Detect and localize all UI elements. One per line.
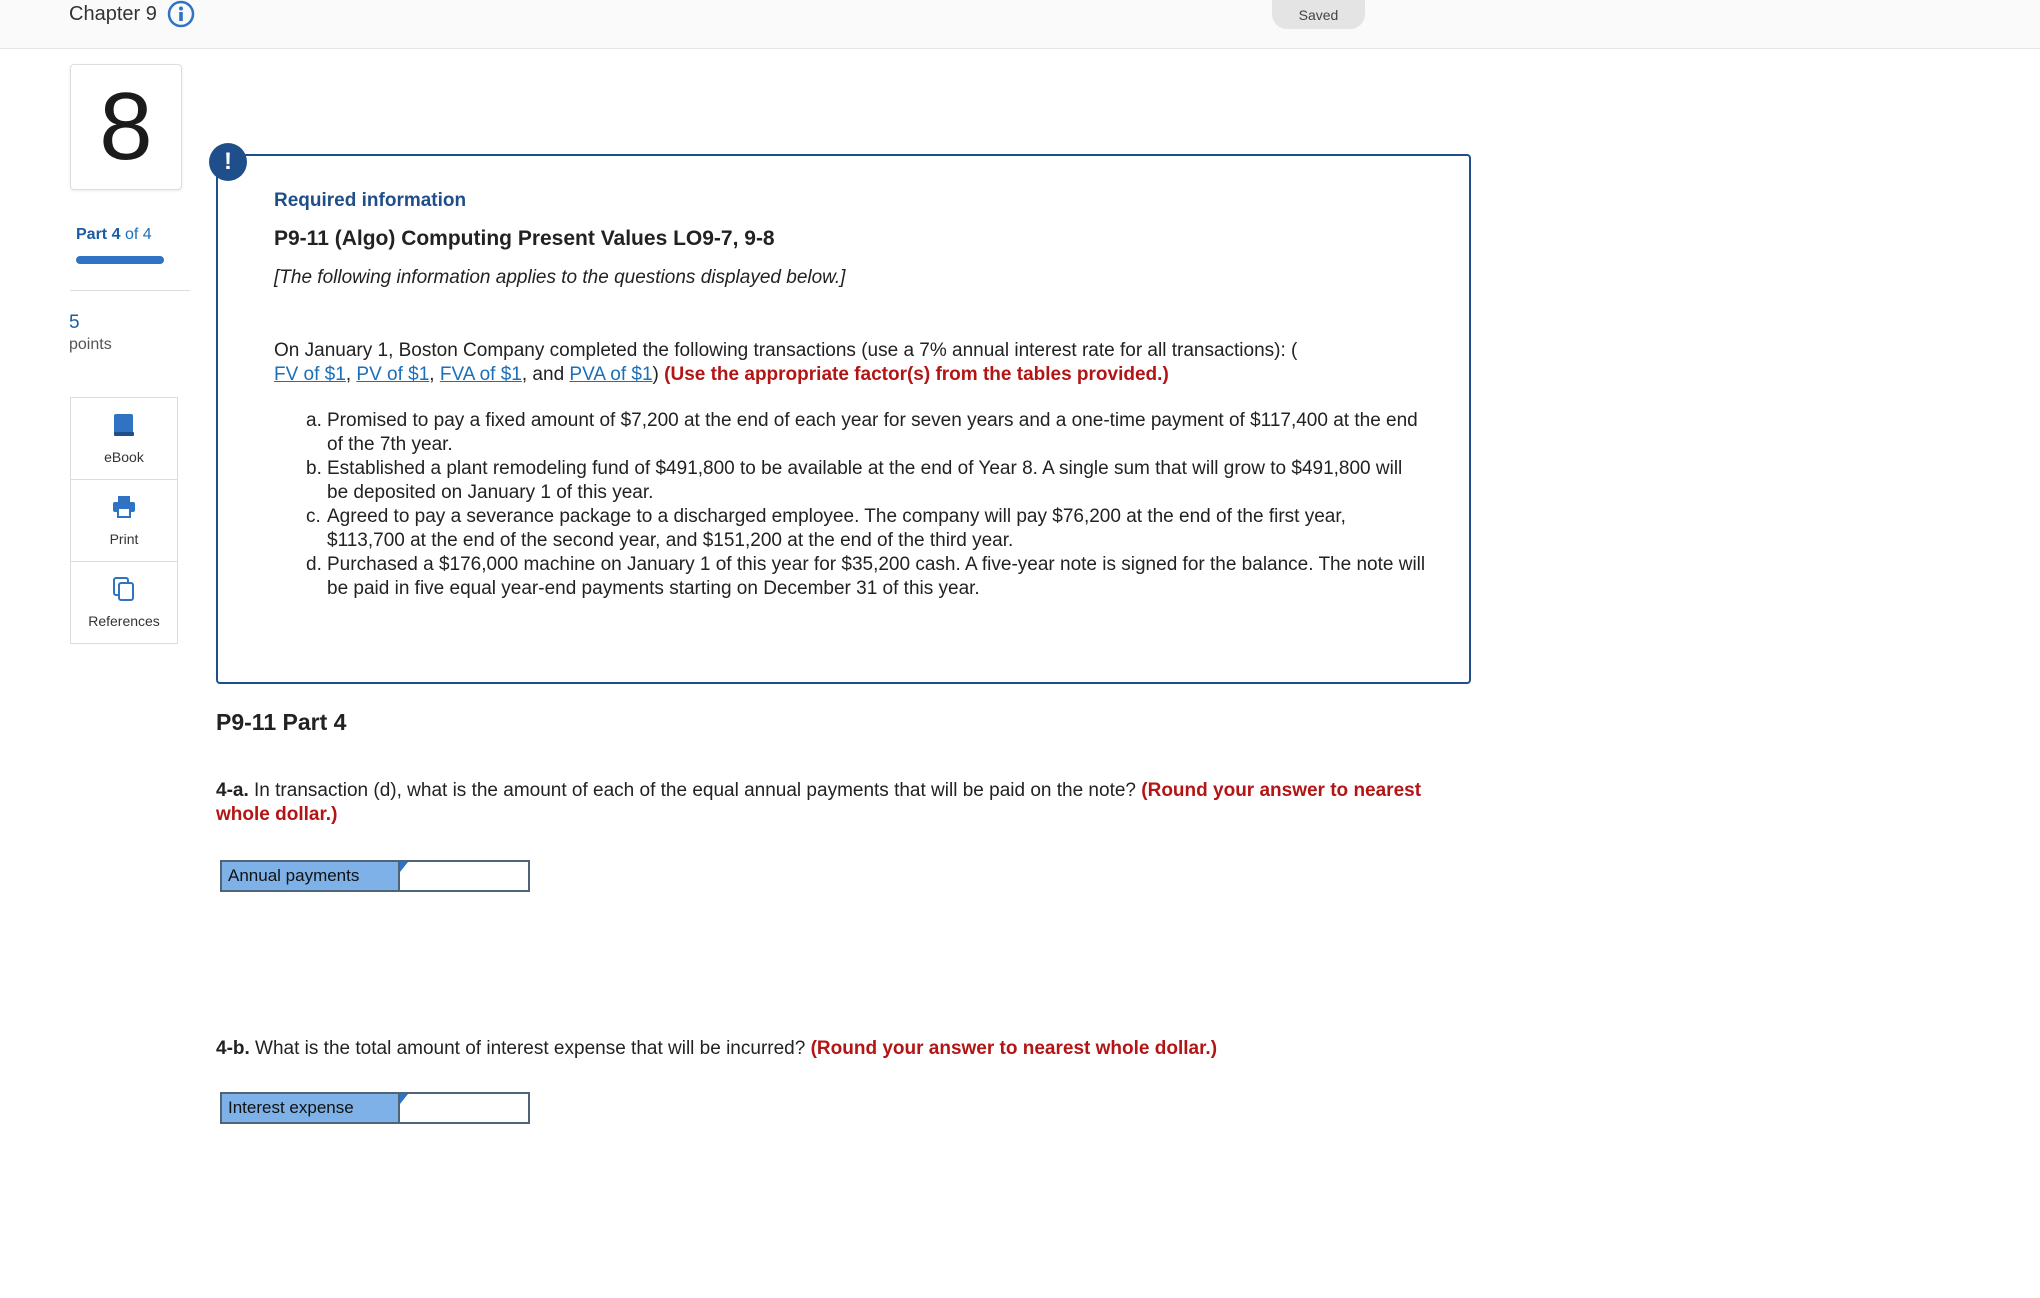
fv-table-link[interactable]: FV of $1 bbox=[274, 364, 346, 385]
problem-note: [The following information applies to the questions displayed below.] bbox=[274, 267, 846, 288]
points-label: points bbox=[69, 336, 112, 353]
list-item: a. Promised to pay a fixed amount of $7,200 at the end of each year for seven years and a one-time payment of $117,400 at the end of the 7th year. bbox=[306, 410, 1418, 455]
question-4a: 4-a. In transaction (d), what is the amount of each of the equal annual payments that will be paid on the note? (Round your answer to nearest whole dollar.) bbox=[216, 780, 1422, 825]
copy-icon bbox=[111, 576, 137, 605]
intro-paragraph: On January 1, Boston Company completed the following transactions (use a 7% annual interest rate for all transactions): ( FV of $1, PV of $1, FVA of $1, and PVA of $1) (Use the appropriate factor(s) from the tables provided.) bbox=[274, 340, 1298, 385]
annual-payments-label: Annual payments bbox=[222, 862, 400, 890]
top-bar bbox=[0, 0, 2040, 49]
interest-expense-label: Interest expense bbox=[222, 1094, 400, 1122]
required-info-heading: Required information bbox=[274, 190, 467, 211]
question-4b: 4-b. What is the total amount of interest expense that will be incurred? (Round your answer to nearest whole dollar.) bbox=[216, 1038, 1218, 1059]
tool-label: eBook bbox=[104, 449, 144, 465]
part-current: 4 bbox=[111, 226, 121, 243]
intro-text: On January 1, Boston Company completed the following transactions (use a 7% annual interest rate for all transactions): ( bbox=[274, 340, 1298, 361]
print-button[interactable] bbox=[70, 479, 178, 562]
fva-table-link[interactable]: FVA of $1 bbox=[439, 364, 522, 385]
references-button[interactable] bbox=[70, 561, 178, 644]
part-prefix: Part bbox=[76, 226, 108, 243]
interest-expense-cell bbox=[400, 1094, 528, 1122]
tool-label: Print bbox=[109, 531, 139, 547]
divider bbox=[70, 290, 190, 291]
annual-payments-input[interactable] bbox=[400, 862, 528, 890]
saved-status-badge: Saved bbox=[1272, 0, 1365, 29]
pva-table-link[interactable]: PVA of $1 bbox=[569, 364, 653, 385]
part-heading: P9-11 Part 4 bbox=[216, 709, 347, 735]
points-value: 5 bbox=[69, 312, 80, 333]
cell-flag-icon bbox=[400, 862, 408, 872]
list-item: d. Purchased a $176,000 machine on January 1 of this year for $35,200 cash. A five-year note is signed for the balance. The note will be paid in five equal year-end payments starting on December 31 of this year. bbox=[306, 554, 1426, 599]
list-item: c. Agreed to pay a severance package to a discharged employee. The company will pay $76,200 at the end of the first year, $113,700 at the end of the second year, and $151,200 at the end of the third year. bbox=[306, 506, 1346, 551]
info-icon[interactable] bbox=[167, 0, 195, 28]
pv-table-link[interactable]: PV of $1 bbox=[356, 364, 430, 385]
interest-expense-row bbox=[220, 1092, 530, 1124]
cell-flag-icon bbox=[400, 1094, 408, 1104]
alert-icon: ! bbox=[209, 143, 247, 181]
annual-payments-cell bbox=[400, 862, 528, 890]
transaction-list bbox=[306, 409, 1426, 601]
printer-icon bbox=[111, 494, 137, 523]
chapter-label: Chapter 9 bbox=[69, 2, 157, 25]
tool-label: References bbox=[88, 613, 160, 629]
table-instruction: (Use the appropriate factor(s) from the tables provided.) bbox=[664, 364, 1169, 385]
part-total: of 4 bbox=[124, 226, 152, 243]
question-number-card: 8 bbox=[70, 64, 182, 190]
list-item: b. Established a plant remodeling fund of $491,800 to be available at the end of Year 8. A single sum that will grow to $491,800 will be deposited on January 1 of this year. bbox=[306, 458, 1403, 503]
interest-expense-input[interactable] bbox=[400, 1094, 528, 1122]
ebook-button[interactable] bbox=[70, 397, 178, 480]
problem-title: P9-11 (Algo) Computing Present Values LO9-7, 9-8 bbox=[274, 227, 775, 250]
chapter-title bbox=[69, 0, 195, 28]
annual-payments-row bbox=[220, 860, 530, 892]
part-progress-bar bbox=[76, 256, 164, 264]
book-icon bbox=[111, 412, 137, 441]
part-indicator bbox=[76, 226, 152, 244]
